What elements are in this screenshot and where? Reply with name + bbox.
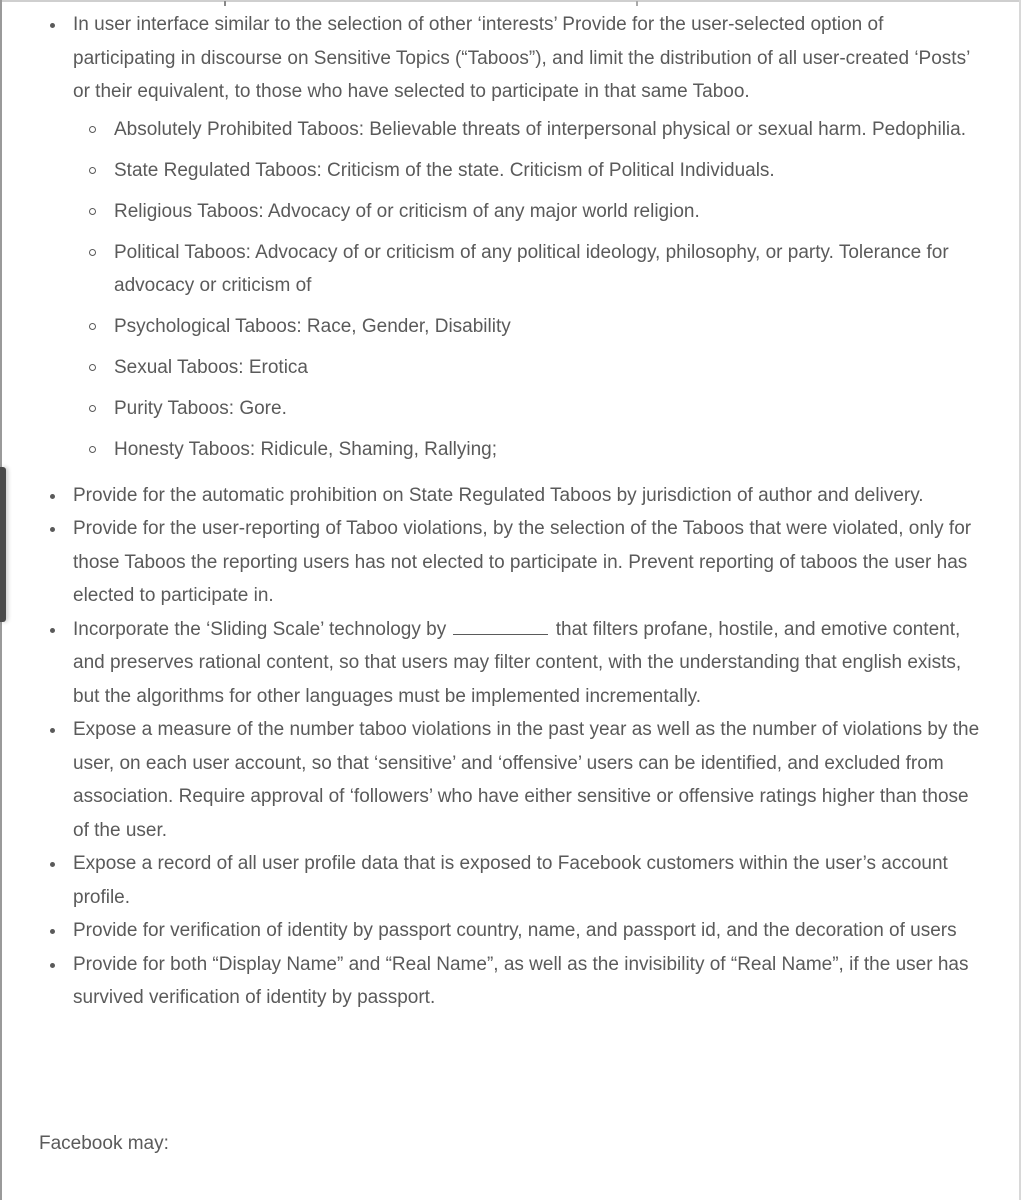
bullet-icon xyxy=(50,963,55,968)
taboo-item xyxy=(73,195,981,229)
list-item xyxy=(0,914,1021,948)
hollow-bullet-icon xyxy=(89,364,96,371)
bullet-icon xyxy=(50,628,55,633)
taboo-text: Psychological Taboos: Race, Gender, Disability xyxy=(114,316,511,337)
taboo-item xyxy=(73,113,981,147)
list-item-text-after: that filters profane, hostile, and emotive content, and preserves rational content, so that users may filter content, with the understanding that english exists, but the algorithms for other languages must be implemented incrementally. xyxy=(73,618,962,707)
taboo-list xyxy=(73,113,981,467)
list-item-text: In user interface similar to the selection of other ‘interests’ Provide for the user-selected option of participating in discourse on Sensitive Topics (“Taboos”), and limit the distribution of all user-created ‘Posts’ or their equivalent, to those who have selected to participate in that same Taboo. xyxy=(73,14,970,102)
taboo-item xyxy=(73,310,981,344)
taboo-text: Religious Taboos: Advocacy of or criticism of any major world religion. xyxy=(114,200,700,222)
list-item xyxy=(0,613,1021,714)
hollow-bullet-icon xyxy=(89,167,96,174)
list-item-text: Provide for the automatic prohibition on State Regulated Taboos by jurisdiction of author and delivery. xyxy=(73,484,924,506)
list-item-text: Provide for both “Display Name” and “Real Name”, as well as the invisibility of “Real Name”, if the user has survived verification of identity by passport. xyxy=(73,953,969,1008)
hollow-bullet-icon xyxy=(89,405,96,412)
bullet-icon xyxy=(50,23,55,28)
bullet-icon xyxy=(50,494,55,499)
taboo-text: Honesty Taboos: Ridicule, Shaming, Rallying; xyxy=(114,439,498,460)
taboo-text: Political Taboos: Advocacy of or criticism of any political ideology, philosophy, or party. Tolerance for advocacy or criticism of xyxy=(114,241,949,296)
list-item-text: Provide for verification of identity by passport country, name, and passport id, and the decoration of users xyxy=(73,920,957,941)
taboo-text: Sexual Taboos: Erotica xyxy=(114,357,308,378)
hollow-bullet-icon xyxy=(89,126,96,133)
list-item-text: Expose a record of all user profile data that is exposed to Facebook customers within the user’s account profile. xyxy=(73,853,948,908)
bullet-icon xyxy=(50,527,55,532)
taboo-item xyxy=(73,392,981,426)
taboo-item xyxy=(73,236,981,303)
list-item xyxy=(0,847,1021,914)
taboo-text: State Regulated Taboos: Criticism of the state. Criticism of Political Individuals. xyxy=(114,159,775,181)
section-intro-text: Facebook may: xyxy=(39,1133,169,1154)
taboo-text: Purity Taboos: Gore. xyxy=(114,398,287,419)
taboo-item xyxy=(73,433,981,467)
list-item-text-before: Incorporate the ‘Sliding Scale’ technology by xyxy=(73,618,447,640)
hollow-bullet-icon xyxy=(89,446,96,453)
blank-fill-line xyxy=(453,618,548,635)
list-item xyxy=(0,479,1021,513)
hollow-bullet-icon xyxy=(89,208,96,215)
list-item-text: Provide for the user-reporting of Taboo violations, by the selection of the Taboos that were violated, only for those Taboos the reporting users has not elected to participate in. Prevent reporting of taboos the user has elected to participate in. xyxy=(73,518,972,606)
taboo-text: Absolutely Prohibited Taboos: Believable threats of interpersonal physical or sexual harm. Pedophilia. xyxy=(114,118,966,140)
bullet-icon xyxy=(50,862,55,867)
list-item-text: Expose a measure of the number taboo violations in the past year as well as the number of violations by the user, on each user account, so that ‘sensitive’ and ‘offensive’ users can be identified, and excluded from association. Require approval of ‘followers’ who have either sensitive or offensive ratings higher than those of the user. xyxy=(73,719,980,841)
list-item xyxy=(0,948,1021,1015)
list-item xyxy=(0,713,1021,847)
list-item xyxy=(0,512,1021,613)
taboo-item xyxy=(73,154,981,188)
list-item xyxy=(0,8,1021,467)
hollow-bullet-icon xyxy=(89,323,96,330)
taboo-item xyxy=(73,351,981,385)
bullet-icon xyxy=(50,929,55,934)
hollow-bullet-icon xyxy=(89,249,96,256)
bullet-icon xyxy=(50,728,55,733)
